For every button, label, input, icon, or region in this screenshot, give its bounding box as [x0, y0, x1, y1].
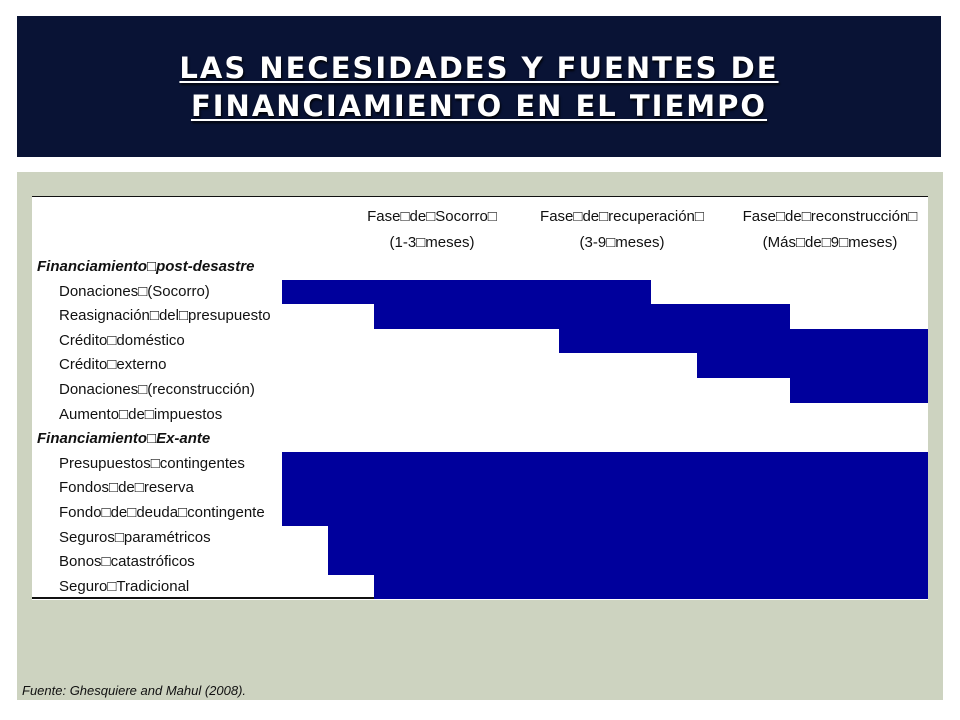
section-heading: Financiamiento□Ex-ante	[37, 430, 211, 448]
gantt-bar	[328, 550, 928, 575]
phase-range: (1-3□meses)	[389, 234, 475, 251]
row-label: Donaciones□(reconstrucción)	[59, 381, 255, 398]
source-note: Fuente: Ghesquiere and Mahul (2008).	[22, 683, 247, 698]
financing-timeline-table	[32, 196, 928, 600]
gantt-bar	[282, 501, 928, 526]
section-heading: Financiamiento□post-desastre	[37, 258, 255, 275]
row-label: Donaciones□(Socorro)	[59, 282, 210, 300]
phase-range: (3-9□meses)	[579, 234, 665, 251]
row-label: Seguros□paramétricos	[59, 528, 211, 546]
row-label: Crédito□externo	[59, 356, 167, 374]
row-label: Bonos□catastróficos	[59, 553, 195, 571]
gantt-bar	[374, 304, 789, 329]
gantt-bar	[697, 353, 928, 378]
row-label: Seguro□Tradicional	[59, 577, 190, 595]
title-line-1: LAS NECESIDADES Y FUENTES DE	[179, 50, 779, 85]
phase-range: (Más□de□9□meses)	[762, 234, 898, 251]
row-label: Presupuestos□contingentes	[59, 454, 245, 472]
row-label: Aumento□de□impuestos	[59, 405, 223, 423]
phase-name: Fase□de□recuperación□	[540, 208, 704, 225]
gantt-bar	[282, 280, 651, 305]
title-banner	[17, 16, 941, 157]
gantt-bar	[282, 452, 928, 477]
title-line-2: FINANCIAMIENTO EN EL TIEMPO	[190, 88, 768, 123]
table-top-rule	[32, 196, 928, 197]
gantt-bar	[559, 329, 928, 354]
gantt-bar	[790, 378, 928, 403]
gantt-bar	[282, 476, 928, 501]
row-label: Crédito□doméstico	[59, 331, 185, 349]
gantt-bar	[374, 575, 928, 600]
gantt-bar	[328, 526, 928, 551]
phase-name: Fase□de□Socorro□	[367, 208, 497, 225]
phase-header-reconstruccion	[732, 204, 928, 256]
phase-header-recuperacion	[522, 204, 722, 256]
row-label: Reasignación□del□presupuesto	[59, 307, 271, 325]
phase-name: Fase□de□reconstrucción□	[742, 208, 918, 225]
phase-header-socorro	[342, 204, 522, 256]
row-label: Fondo□de□deuda□contingente	[59, 504, 265, 521]
row-label: Fondos□de□reserva	[59, 479, 194, 497]
